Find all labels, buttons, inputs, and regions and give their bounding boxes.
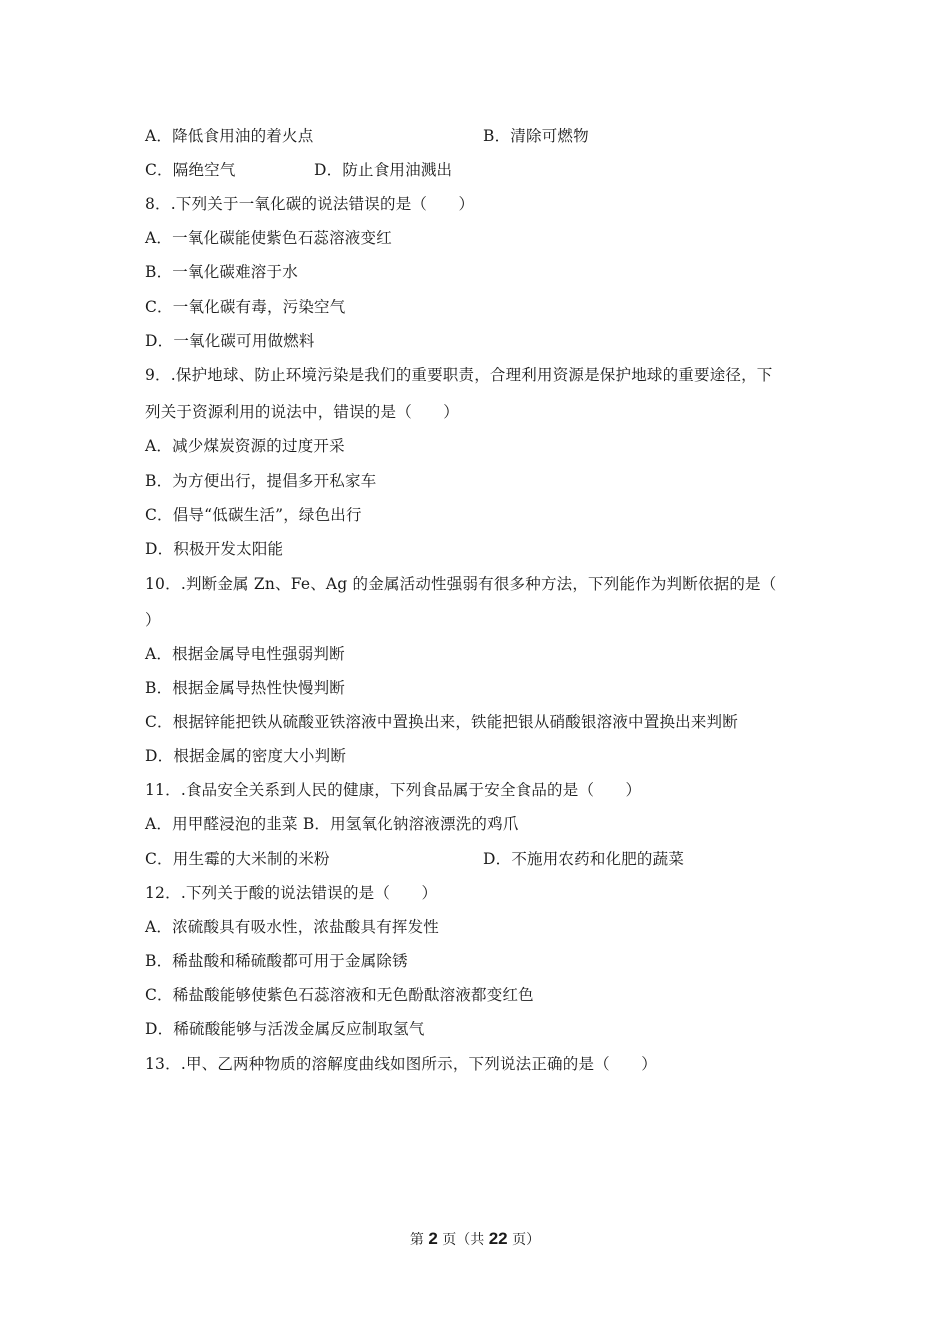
q8-option-a: A．一氧化碳能使紫色石蕊溶液变红: [145, 229, 392, 247]
q9-option-a: A．减少煤炭资源的过度开采: [145, 437, 345, 455]
q9-stem-line2: 列关于资源利用的说法中，错误的是（ ）: [145, 403, 460, 421]
q12-option-a: A．浓硫酸具有吸水性，浓盐酸具有挥发性: [145, 918, 439, 936]
q9-option-b: B．为方便出行，提倡多开私家车: [145, 472, 377, 490]
footer-middle: 页（共: [442, 1232, 485, 1248]
q11-option-d: D．不施用农药和化肥的蔬菜: [483, 850, 685, 868]
page-footer: [0, 1229, 950, 1250]
q13-stem: 13．.甲、乙两种物质的溶解度曲线如图所示，下列说法正确的是（ ）: [145, 1055, 657, 1073]
q12-stem: 12．.下列关于酸的说法错误的是（ ）: [145, 884, 438, 902]
q11-stem: 11．.食品安全关系到人民的健康，下列食品属于安全食品的是（ ）: [145, 781, 642, 799]
q7-option-a: A．降低食用油的着火点: [145, 127, 314, 145]
q10-option-d: D．根据金属的密度大小判断: [145, 747, 347, 765]
q9-option-c: C．倡导“低碳生活”，绿色出行: [145, 506, 362, 524]
q7-option-d: D．防止食用油溅出: [314, 161, 453, 179]
footer-suffix: 页）: [512, 1232, 541, 1248]
q11-options-ab: A．用甲醛浸泡的韭菜 B．用氢氧化钠溶液漂洗的鸡爪: [145, 815, 519, 833]
q10-option-b: B．根据金属导热性快慢判断: [145, 679, 345, 697]
q8-option-b: B．一氧化碳难溶于水: [145, 263, 298, 281]
q8-option-d: D．一氧化碳可用做燃料: [145, 332, 315, 350]
q12-option-c: C．稀盐酸能够使紫色石蕊溶液和无色酚酞溶液都变红色: [145, 986, 534, 1004]
q9-stem-line1: 9．.保护地球、防止环境污染是我们的重要职责，合理利用资源是保护地球的重要途径，下: [145, 366, 773, 384]
q12-option-b: B．稀盐酸和稀硫酸都可用于金属除锈: [145, 952, 408, 970]
q8-option-c: C．一氧化碳有毒，污染空气: [145, 298, 346, 316]
q10-option-a: A．根据金属导电性强弱判断: [145, 645, 345, 663]
footer-total-pages: 22: [488, 1229, 508, 1248]
q7-option-b: B．清除可燃物: [483, 127, 589, 145]
footer-prefix: 第: [409, 1232, 424, 1248]
q12-option-d: D．稀硫酸能够与活泼金属反应制取氢气: [145, 1020, 425, 1038]
q10-option-c: C．根据锌能把铁从硫酸亚铁溶液中置换出来，铁能把银从硝酸银溶液中置换出来判断: [145, 713, 738, 731]
q8-stem: 8．.下列关于一氧化碳的说法错误的是（ ）: [145, 195, 475, 213]
q10-stem-line1: 10．.判断金属 Zn、Fe、Ag 的金属活动性强弱有很多种方法，下列能作为判断依据的是（: [145, 575, 777, 593]
q7-option-c: C．隔绝空气: [145, 161, 236, 179]
q11-option-c: C．用生霉的大米制的米粉: [145, 850, 330, 868]
footer-page-number: 2: [428, 1229, 438, 1248]
q9-option-d: D．积极开发太阳能: [145, 540, 284, 558]
q10-stem-line2: ）: [145, 611, 161, 629]
